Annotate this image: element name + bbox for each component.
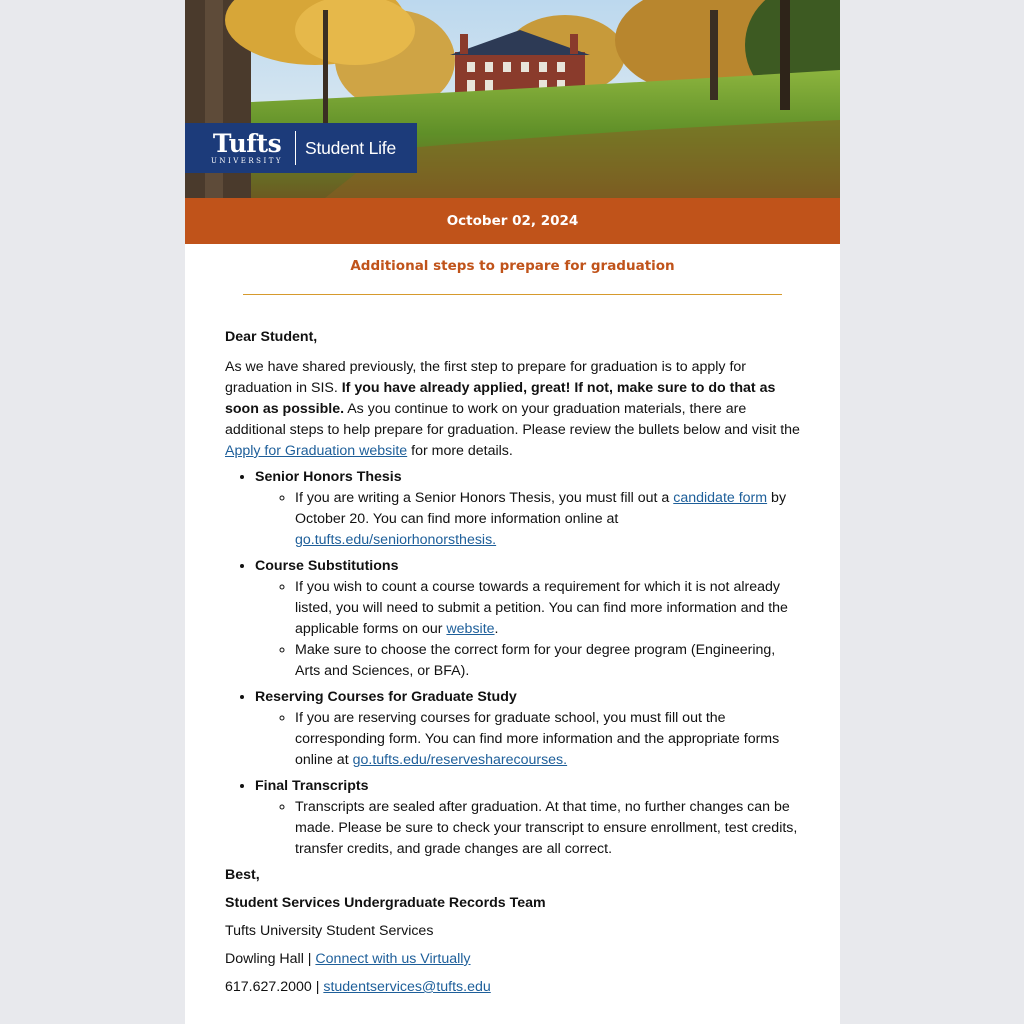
sub-list xyxy=(255,708,800,771)
date-bar xyxy=(185,198,840,244)
message-body xyxy=(225,327,800,998)
newsletter-date: October 02, 2024 xyxy=(446,213,579,229)
sub-list xyxy=(255,797,800,860)
thesis-text-1: If you are writing a Senior Honors Thesis, you must fill out a xyxy=(295,490,674,506)
sub-list xyxy=(255,488,800,551)
candidate-form-link[interactable]: candidate form xyxy=(673,490,768,506)
list-item xyxy=(255,776,800,860)
list-item xyxy=(255,687,800,771)
student-life-text: Student Life xyxy=(305,137,397,158)
list-item xyxy=(255,467,800,551)
sub-list xyxy=(255,577,800,682)
university-text: UNIVERSITY xyxy=(210,156,284,165)
subs-text-1: If you wish to count a course towards a requirement for which it is not already listed, you will need to submit a petition. You can find more information and the applicable forms on our xyxy=(295,579,788,637)
reserve-text: If you are reserving courses for graduate school, you must fill out the corresponding form. You can find more information and the appropriate forms online at xyxy=(295,710,780,768)
list-item xyxy=(255,556,800,682)
signature xyxy=(225,865,800,998)
subs-text-2: . xyxy=(494,621,499,637)
section-title: Senior Honors Thesis xyxy=(255,469,402,485)
signature-team: Student Services Undergraduate Records Team xyxy=(225,895,546,911)
signature-location xyxy=(225,949,800,970)
list-item xyxy=(295,488,800,551)
email-body xyxy=(185,0,840,1024)
intro-text-2: As you continue to work on your graduation materials, there are additional steps to help prepare for graduation. Please review the bullets below and visit the xyxy=(225,401,800,438)
steps-list xyxy=(225,467,800,860)
tufts-student-life-logo[interactable] xyxy=(185,123,417,173)
senior-honors-thesis-link[interactable]: go.tufts.edu/seniorhonorsthesis. xyxy=(295,532,497,548)
section-title: Final Transcripts xyxy=(255,778,369,794)
list-item xyxy=(295,708,800,771)
subs-text-3: Make sure to choose the correct form for your degree program (Engineering, Arts and Sciences, or BFA). xyxy=(295,642,776,679)
logo-divider xyxy=(295,131,296,165)
intro-bold: If you have already applied, great! If not, make sure to do that as soon as possible. xyxy=(225,380,776,417)
tufts-wordmark-text: Tufts xyxy=(212,128,282,158)
headline-divider xyxy=(243,294,782,295)
location-text: Dowling Hall | xyxy=(225,951,316,967)
transcripts-text: Transcripts are sealed after graduation. At that time, no further changes can be made. Please be sure to check your transcript to ensure enrollment, test credits, transfer credits, and grade changes are all correct. xyxy=(295,799,798,857)
tufts-wordmark xyxy=(207,128,287,165)
email-link[interactable]: studentservices@tufts.edu xyxy=(323,979,491,995)
phone-text: 617.627.2000 | xyxy=(225,979,324,995)
signature-closing: Best, xyxy=(225,867,260,883)
intro-paragraph xyxy=(225,357,800,462)
headline: Additional steps to prepare for graduation xyxy=(350,258,675,274)
list-item xyxy=(295,640,800,682)
signature-org: Tufts University Student Services xyxy=(225,923,434,939)
hero-banner xyxy=(185,0,840,198)
intro-text-3: for more details. xyxy=(407,443,513,459)
greeting: Dear Student, xyxy=(225,329,318,345)
signature-contact xyxy=(225,977,800,998)
apply-graduation-link[interactable]: Apply for Graduation website xyxy=(225,443,408,459)
thesis-text-2: by October 20. You can find more information online at xyxy=(295,490,787,527)
section-title: Course Substitutions xyxy=(255,558,399,574)
intro-text-1: As we have shared previously, the first step to prepare for graduation is to apply for graduation in SIS. xyxy=(225,359,747,396)
list-item xyxy=(295,577,800,640)
section-title: Reserving Courses for Graduate Study xyxy=(255,689,517,705)
connect-virtually-link[interactable]: Connect with us Virtually xyxy=(315,951,471,967)
reserve-courses-link[interactable]: go.tufts.edu/reservesharecourses. xyxy=(352,752,568,768)
list-item xyxy=(295,797,800,860)
substitutions-website-link[interactable]: website xyxy=(446,621,495,637)
